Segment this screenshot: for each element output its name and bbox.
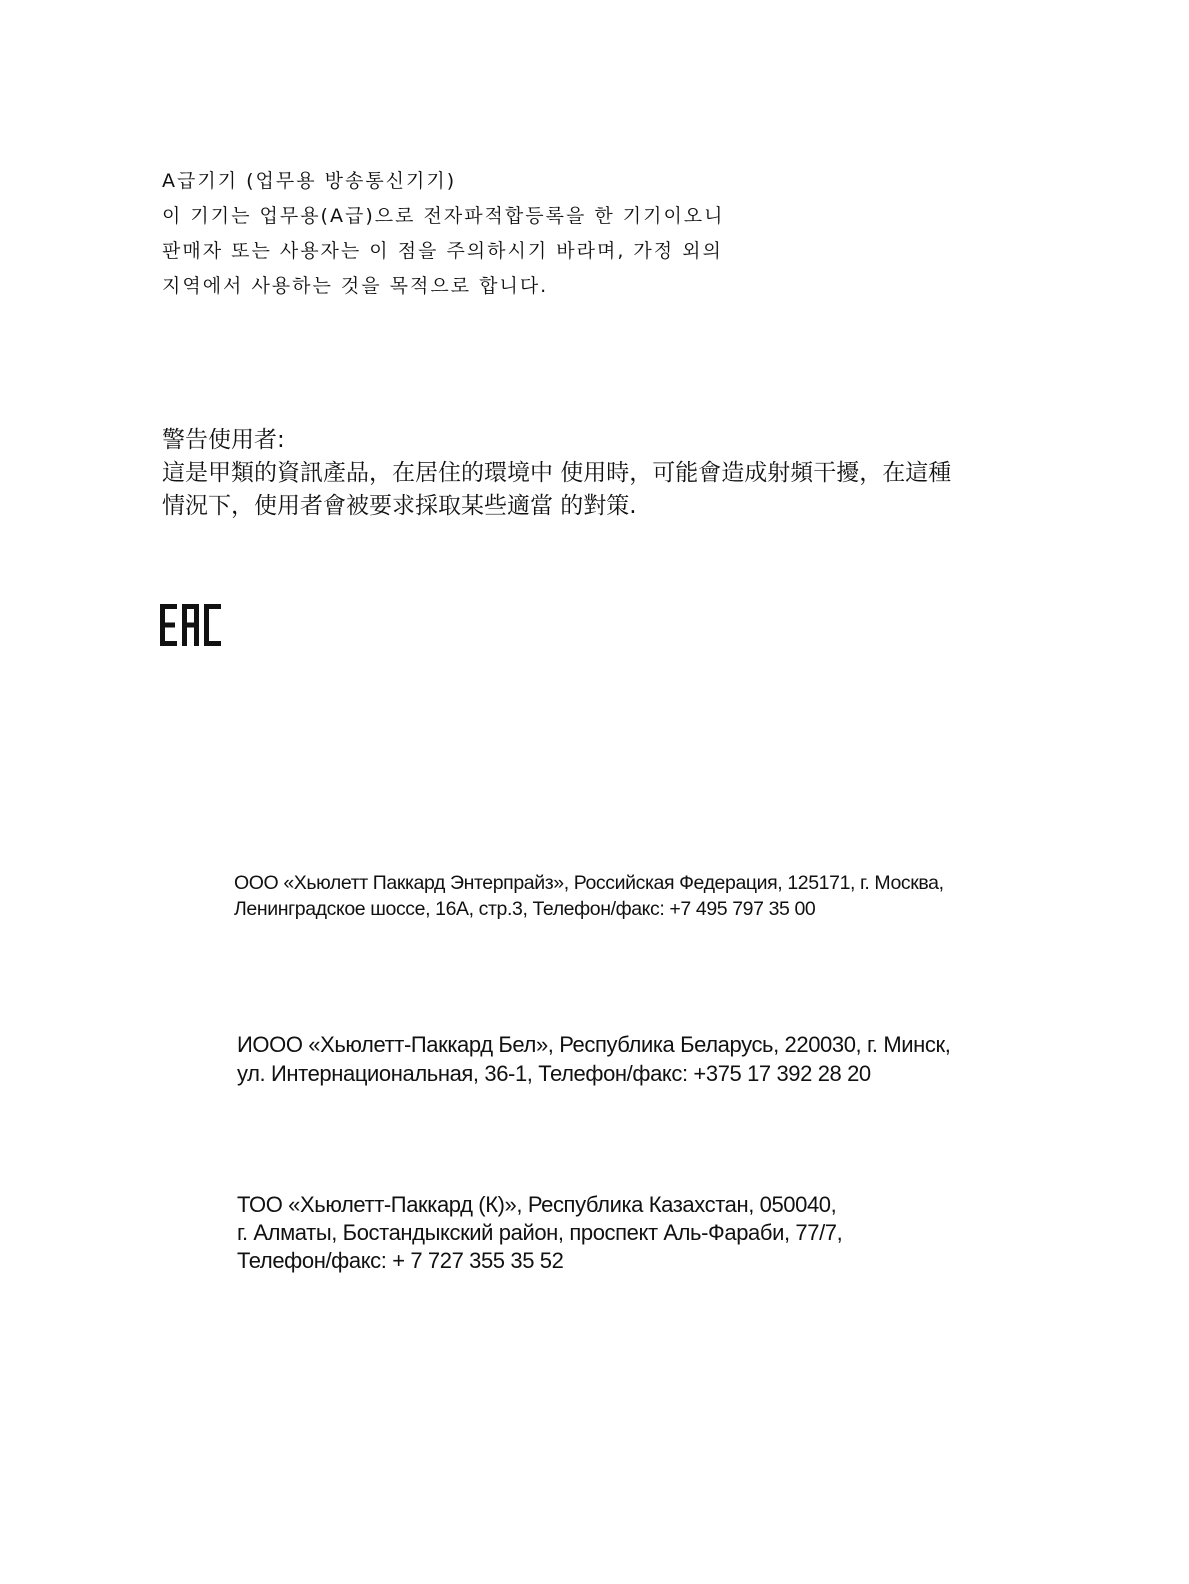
korean-notice-line: 판매자 또는 사용자는 이 점을 주의하시기 바라며, 가정 외의 xyxy=(162,240,723,262)
belarus-contact-line: ИООО «Хьюлетт-Паккард Бел», Республика Беларусь, 220030, г. Минск, xyxy=(237,1032,951,1057)
belarus-contact-line: ул. Интернациональная, 36-1, Телефон/факс: +375 17 392 28 20 xyxy=(237,1061,871,1086)
korean-notice-title: A급기기 (업무용 방송통신기기) xyxy=(162,170,457,192)
taiwan-notice-line: 情況下，使用者會被要求採取某些適當 的對策. xyxy=(162,493,637,519)
belarus-contact xyxy=(237,1030,950,1088)
russia-contact-line: ООО «Хьюлетт Паккард Энтерпрайз», Российская Федерация, 125171, г. Москва, xyxy=(234,872,944,894)
russia-contact-line: Ленинградское шоссе, 16А, стр.3, Телефон/факс: +7 495 797 35 00 xyxy=(234,898,816,920)
korean-notice-line: 이 기기는 업무용(A급)으로 전자파적합등록을 한 기기이오니 xyxy=(162,205,725,227)
kazakhstan-contact-line: Телефон/факс: + 7 727 355 35 52 xyxy=(237,1248,564,1273)
taiwan-notice-title: 警告使用者: xyxy=(162,427,285,453)
kazakhstan-contact-line: г. Алматы, Бостандыкский район, проспект Аль-Фараби, 77/7, xyxy=(237,1220,843,1245)
korean-emc-notice xyxy=(162,168,725,308)
korean-notice-line: 지역에서 사용하는 것을 목적으로 합니다. xyxy=(162,275,549,297)
taiwan-notice-line: 這是甲類的資訊產品，在居住的環境中 使用時，可能會造成射頻干擾，在這種 xyxy=(162,460,952,486)
taiwan-emc-notice xyxy=(162,424,951,523)
eac-mark-icon xyxy=(160,604,222,646)
kazakhstan-contact-line: ТОО «Хьюлетт-Паккард (К)», Республика Казахстан, 050040, xyxy=(237,1192,837,1217)
kazakhstan-contact xyxy=(237,1191,842,1275)
russia-contact xyxy=(234,870,944,922)
